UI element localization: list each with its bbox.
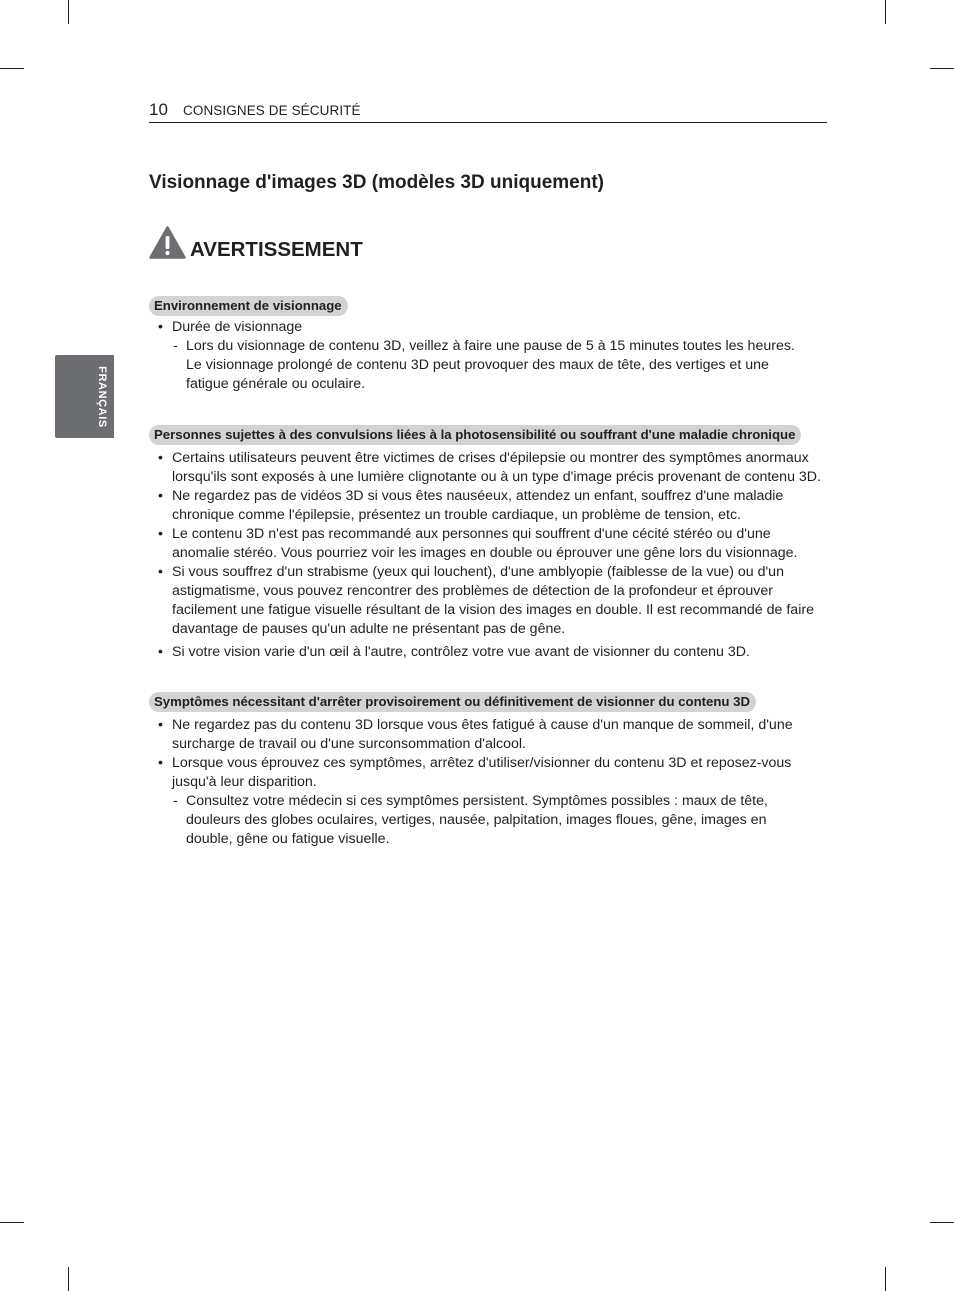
warning-triangle-icon	[149, 226, 186, 259]
bullet-marker: •	[158, 644, 163, 660]
list-item-line: Ne regardez pas du contenu 3D lorsque vous êtes fatigué à cause d'un manque de sommeil, d'une	[172, 717, 793, 733]
sub-item-line: Lors du visionnage de contenu 3D, veillez à faire une pause de 5 à 15 minutes toutes les heures.	[186, 338, 795, 354]
list-item-text: Durée de visionnage	[172, 319, 303, 335]
crop-mark	[0, 1222, 24, 1223]
sub-item-line: double, gêne ou fatigue visuelle.	[186, 831, 390, 847]
list-item-line: astigmatisme, vous pouvez rencontrer des problèmes de détection de la profondeur et éprouver	[172, 583, 773, 599]
sub-item-line: Consultez votre médecin si ces symptômes persistent. Symptômes possibles : maux de tête,	[186, 793, 768, 809]
list-item	[149, 318, 827, 337]
bullet-list	[149, 716, 839, 849]
list-item-line: Certains utilisateurs peuvent être victimes de crises d'épilepsie ou montrer des symptômes anormaux	[172, 450, 809, 466]
page-number: 10	[149, 100, 168, 119]
bullet-list	[149, 318, 827, 394]
list-item-line: Ne regardez pas de vidéos 3D si vous êtes nauséeux, attendez un enfant, souffrez d'une maladie	[172, 488, 784, 504]
bullet-marker: •	[158, 488, 163, 504]
crop-mark	[68, 0, 69, 24]
crop-mark	[930, 68, 954, 69]
list-item-line: davantage de pauses qu'un adulte ne présentant pas de gêne.	[172, 621, 566, 637]
list-item-line: Si votre vision varie d'un œil à l'autre, contrôlez votre vue avant de visionner du contenu 3D.	[172, 644, 750, 660]
bullet-marker: •	[158, 450, 163, 466]
list-item	[149, 487, 839, 525]
list-item-line: Si vous souffrez d'un strabisme (yeux qui louchent), d'une amblyopie (faiblesse de la vue) ou d'un	[172, 564, 784, 580]
crop-mark	[930, 1222, 954, 1223]
list-item	[149, 716, 839, 754]
list-item-line: chronique comme l'épilepsie, présentez un trouble cardiaque, un problème de tension, etc.	[172, 507, 741, 523]
crop-mark	[0, 68, 24, 69]
bullet-marker: •	[158, 717, 163, 733]
page-header	[149, 100, 827, 123]
list-item-line: lorsqu'ils sont exposés à une lumière clignotante ou à un type d'image précis provenant de contenu 3D.	[172, 469, 821, 485]
list-item-line: jusqu'à leur disparition.	[172, 774, 317, 790]
warning-label: AVERTISSEMENT	[190, 238, 363, 261]
running-head: CONSIGNES DE SÉCURITÉ	[183, 103, 361, 118]
bullet-marker: •	[158, 526, 163, 542]
bullet-marker: •	[158, 319, 163, 335]
sub-item-line: Le visionnage prolongé de contenu 3D peut provoquer des maux de tête, des vertiges et une	[186, 357, 769, 373]
list-item-line: anomalie stéréo. Vous pourriez voir les images en double ou éprouver une gêne lors du visionnage.	[172, 545, 798, 561]
crop-mark	[885, 0, 886, 24]
bullet-list	[149, 449, 839, 662]
language-label: FRANÇAIS	[96, 366, 108, 428]
sub-list-item	[149, 337, 827, 394]
bullet-marker: •	[158, 755, 163, 771]
list-item	[149, 563, 839, 639]
list-item	[149, 525, 839, 563]
crop-mark	[68, 1267, 69, 1291]
sub-list-item	[149, 792, 839, 849]
section-title: Visionnage d'images 3D (modèles 3D uniquement)	[149, 172, 604, 193]
section-heading-pill: Personnes sujettes à des convulsions liées à la photosensibilité ou souffrant d'une maladie chronique	[149, 425, 801, 445]
list-item	[149, 754, 839, 792]
sub-item-line: douleurs des globes oculaires, vertiges, nausée, palpitation, images floues, gêne, images en	[186, 812, 767, 828]
dash-marker: -	[173, 793, 178, 809]
crop-mark	[885, 1267, 886, 1291]
sub-item-line: fatigue générale ou oculaire.	[186, 376, 366, 392]
list-item-line: Le contenu 3D n'est pas recommandé aux personnes qui souffrent d'une cécité stéréo ou d'une	[172, 526, 771, 542]
language-side-tab	[55, 355, 114, 438]
list-item-line: surcharge de travail ou d'une surconsommation d'alcool.	[172, 736, 526, 752]
list-item	[149, 449, 839, 487]
list-item-line: Lorsque vous éprouvez ces symptômes, arrêtez d'utiliser/visionner du contenu 3D et reposez-vous	[172, 755, 792, 771]
dash-marker: -	[173, 338, 178, 354]
section-heading-pill: Symptômes nécessitant d'arrêter provisoirement ou définitivement de visionner du contenu 3D	[149, 692, 756, 712]
section-heading-pill: Environnement de visionnage	[149, 296, 348, 316]
list-item-line: facilement une fatigue visuelle résultant de la vision des images en double. Il est recommandé de faire	[172, 602, 814, 618]
list-item	[149, 643, 839, 662]
bullet-marker: •	[158, 564, 163, 580]
